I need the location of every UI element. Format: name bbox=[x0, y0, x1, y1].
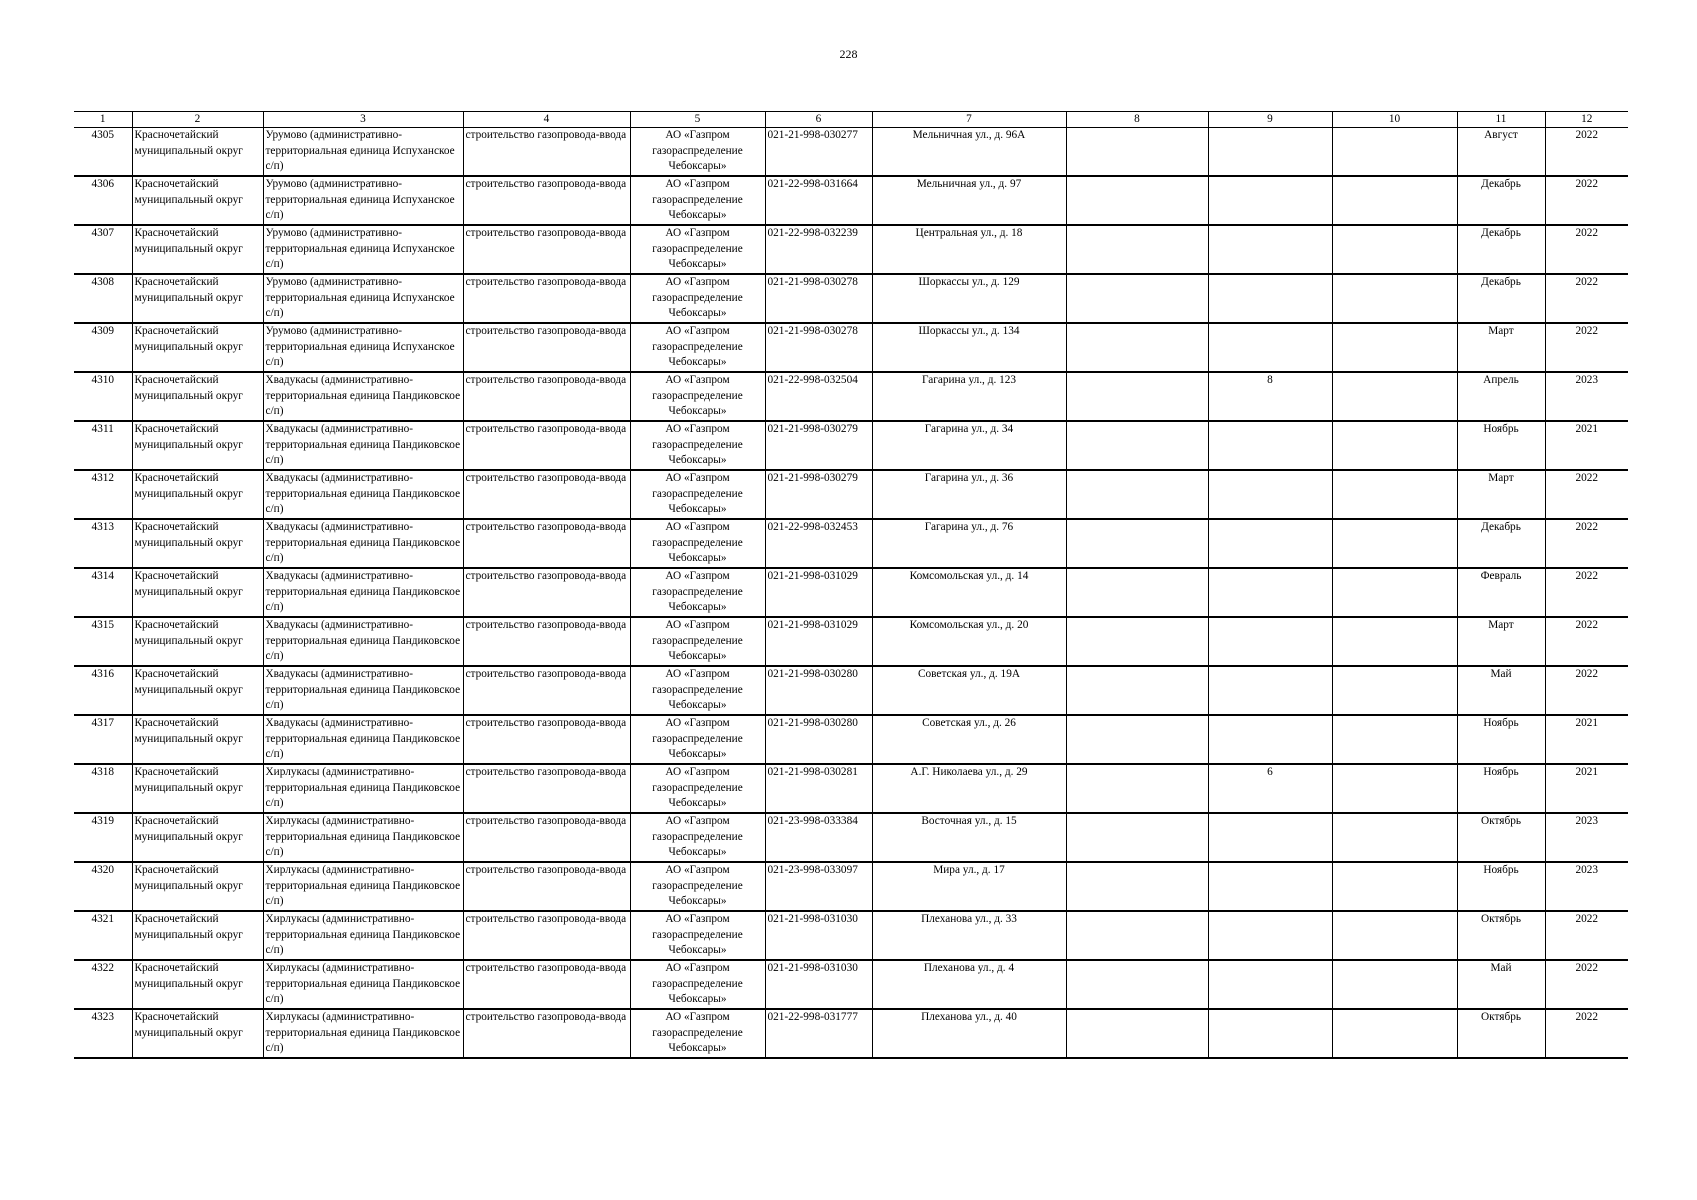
cell-month: Ноябрь bbox=[1457, 421, 1545, 470]
cell-organization: АО «Газпром газораспределение Чебоксары» bbox=[630, 666, 765, 715]
cell-col-9 bbox=[1208, 176, 1332, 225]
cell-registry-number: 021-21-998-030278 bbox=[765, 323, 872, 372]
cell-municipality: Красночетайский муниципальный округ bbox=[132, 960, 263, 1009]
cell-municipality: Красночетайский муниципальный округ bbox=[132, 666, 263, 715]
cell-year: 2022 bbox=[1545, 617, 1628, 666]
table-row bbox=[74, 862, 1628, 911]
cell-settlement: Хвадукасы (административно-территориальная единица Пандиковское с/п) bbox=[263, 715, 463, 764]
cell-work-type: строительство газопровода-ввода bbox=[463, 274, 630, 323]
cell-row-number: 4318 bbox=[74, 764, 132, 813]
cell-address: Восточная ул., д. 15 bbox=[872, 813, 1066, 862]
cell-registry-number: 021-22-998-031777 bbox=[765, 1009, 872, 1058]
cell-col-9 bbox=[1208, 813, 1332, 862]
cell-address: Плеханова ул., д. 33 bbox=[872, 911, 1066, 960]
cell-settlement: Хирлукасы (административно-территориальная единица Пандиковское с/п) bbox=[263, 813, 463, 862]
cell-year: 2022 bbox=[1545, 274, 1628, 323]
cell-work-type: строительство газопровода-ввода bbox=[463, 128, 630, 177]
cell-organization: АО «Газпром газораспределение Чебоксары» bbox=[630, 764, 765, 813]
table-row bbox=[74, 666, 1628, 715]
table-header-row bbox=[74, 112, 1628, 128]
cell-col-9 bbox=[1208, 617, 1332, 666]
cell-month: Декабрь bbox=[1457, 519, 1545, 568]
cell-col-8 bbox=[1066, 617, 1208, 666]
cell-month: Декабрь bbox=[1457, 225, 1545, 274]
cell-work-type: строительство газопровода-ввода bbox=[463, 176, 630, 225]
cell-work-type: строительство газопровода-ввода bbox=[463, 862, 630, 911]
cell-municipality: Красночетайский муниципальный округ bbox=[132, 372, 263, 421]
cell-organization: АО «Газпром газораспределение Чебоксары» bbox=[630, 470, 765, 519]
cell-registry-number: 021-22-998-032239 bbox=[765, 225, 872, 274]
cell-col-8 bbox=[1066, 960, 1208, 1009]
column-header: 8 bbox=[1066, 112, 1208, 128]
cell-col-9 bbox=[1208, 862, 1332, 911]
cell-col-10 bbox=[1332, 372, 1457, 421]
cell-settlement: Хирлукасы (административно-территориальная единица Пандиковское с/п) bbox=[263, 862, 463, 911]
cell-col-8 bbox=[1066, 176, 1208, 225]
cell-col-9 bbox=[1208, 421, 1332, 470]
cell-settlement: Хвадукасы (административно-территориальная единица Пандиковское с/п) bbox=[263, 617, 463, 666]
cell-month: Март bbox=[1457, 470, 1545, 519]
cell-registry-number: 021-21-998-030281 bbox=[765, 764, 872, 813]
cell-col-8 bbox=[1066, 372, 1208, 421]
cell-registry-number: 021-21-998-030279 bbox=[765, 421, 872, 470]
cell-row-number: 4314 bbox=[74, 568, 132, 617]
cell-month: Ноябрь bbox=[1457, 764, 1545, 813]
cell-col-10 bbox=[1332, 176, 1457, 225]
cell-municipality: Красночетайский муниципальный округ bbox=[132, 176, 263, 225]
cell-work-type: строительство газопровода-ввода bbox=[463, 225, 630, 274]
column-header: 5 bbox=[630, 112, 765, 128]
cell-registry-number: 021-21-998-031029 bbox=[765, 617, 872, 666]
cell-row-number: 4321 bbox=[74, 911, 132, 960]
cell-registry-number: 021-21-998-030278 bbox=[765, 274, 872, 323]
cell-col-10 bbox=[1332, 813, 1457, 862]
cell-col-9: 6 bbox=[1208, 764, 1332, 813]
cell-row-number: 4316 bbox=[74, 666, 132, 715]
cell-col-9 bbox=[1208, 715, 1332, 764]
table-row bbox=[74, 372, 1628, 421]
cell-year: 2022 bbox=[1545, 225, 1628, 274]
column-header: 2 bbox=[132, 112, 263, 128]
cell-settlement: Хирлукасы (административно-территориальная единица Пандиковское с/п) bbox=[263, 960, 463, 1009]
cell-municipality: Красночетайский муниципальный округ bbox=[132, 470, 263, 519]
cell-col-9 bbox=[1208, 323, 1332, 372]
cell-year: 2021 bbox=[1545, 421, 1628, 470]
cell-work-type: строительство газопровода-ввода bbox=[463, 715, 630, 764]
column-header: 3 bbox=[263, 112, 463, 128]
cell-col-9 bbox=[1208, 911, 1332, 960]
cell-col-8 bbox=[1066, 421, 1208, 470]
cell-registry-number: 021-21-998-031029 bbox=[765, 568, 872, 617]
table-row bbox=[74, 128, 1628, 177]
cell-col-10 bbox=[1332, 666, 1457, 715]
cell-registry-number: 021-21-998-030280 bbox=[765, 715, 872, 764]
cell-year: 2022 bbox=[1545, 519, 1628, 568]
column-header: 9 bbox=[1208, 112, 1332, 128]
cell-row-number: 4320 bbox=[74, 862, 132, 911]
cell-settlement: Хирлукасы (административно-территориальная единица Пандиковское с/п) bbox=[263, 764, 463, 813]
cell-settlement: Урумово (административно-территориальная единица Испуханское с/п) bbox=[263, 225, 463, 274]
cell-municipality: Красночетайский муниципальный округ bbox=[132, 764, 263, 813]
cell-month: Март bbox=[1457, 323, 1545, 372]
column-header: 1 bbox=[74, 112, 132, 128]
cell-col-9 bbox=[1208, 470, 1332, 519]
table-row bbox=[74, 519, 1628, 568]
cell-year: 2022 bbox=[1545, 176, 1628, 225]
cell-address: Комсомольская ул., д. 14 bbox=[872, 568, 1066, 617]
cell-col-8 bbox=[1066, 568, 1208, 617]
cell-address: Комсомольская ул., д. 20 bbox=[872, 617, 1066, 666]
cell-organization: АО «Газпром газораспределение Чебоксары» bbox=[630, 372, 765, 421]
table-row bbox=[74, 764, 1628, 813]
cell-settlement: Хирлукасы (административно-территориальная единица Пандиковское с/п) bbox=[263, 911, 463, 960]
cell-col-8 bbox=[1066, 715, 1208, 764]
cell-work-type: строительство газопровода-ввода bbox=[463, 1009, 630, 1058]
cell-col-10 bbox=[1332, 274, 1457, 323]
cell-row-number: 4309 bbox=[74, 323, 132, 372]
cell-col-8 bbox=[1066, 128, 1208, 177]
cell-municipality: Красночетайский муниципальный округ bbox=[132, 715, 263, 764]
cell-organization: АО «Газпром газораспределение Чебоксары» bbox=[630, 960, 765, 1009]
cell-row-number: 4317 bbox=[74, 715, 132, 764]
cell-settlement: Урумово (административно-территориальная единица Испуханское с/п) bbox=[263, 128, 463, 177]
page-number: 228 bbox=[839, 47, 858, 61]
table-body bbox=[74, 128, 1628, 1059]
cell-registry-number: 021-21-998-030280 bbox=[765, 666, 872, 715]
cell-year: 2022 bbox=[1545, 568, 1628, 617]
cell-work-type: строительство газопровода-ввода bbox=[463, 421, 630, 470]
cell-address: Советская ул., д. 19А bbox=[872, 666, 1066, 715]
cell-col-10 bbox=[1332, 862, 1457, 911]
cell-col-8 bbox=[1066, 666, 1208, 715]
cell-registry-number: 021-21-998-030279 bbox=[765, 470, 872, 519]
cell-settlement: Хирлукасы (административно-территориальная единица Пандиковское с/п) bbox=[263, 1009, 463, 1058]
cell-work-type: строительство газопровода-ввода bbox=[463, 568, 630, 617]
cell-col-9 bbox=[1208, 519, 1332, 568]
data-table bbox=[74, 111, 1628, 1059]
cell-settlement: Хвадукасы (административно-территориальная единица Пандиковское с/п) bbox=[263, 372, 463, 421]
cell-municipality: Красночетайский муниципальный округ bbox=[132, 813, 263, 862]
cell-year: 2023 bbox=[1545, 862, 1628, 911]
column-header: 12 bbox=[1545, 112, 1628, 128]
cell-row-number: 4315 bbox=[74, 617, 132, 666]
cell-address: Гагарина ул., д. 36 bbox=[872, 470, 1066, 519]
table-row bbox=[74, 274, 1628, 323]
cell-row-number: 4323 bbox=[74, 1009, 132, 1058]
cell-municipality: Красночетайский муниципальный округ bbox=[132, 1009, 263, 1058]
cell-col-8 bbox=[1066, 470, 1208, 519]
cell-col-10 bbox=[1332, 128, 1457, 177]
cell-col-10 bbox=[1332, 568, 1457, 617]
table-row bbox=[74, 323, 1628, 372]
cell-settlement: Хвадукасы (административно-территориальная единица Пандиковское с/п) bbox=[263, 666, 463, 715]
cell-row-number: 4311 bbox=[74, 421, 132, 470]
cell-col-10 bbox=[1332, 470, 1457, 519]
cell-month: Февраль bbox=[1457, 568, 1545, 617]
cell-registry-number: 021-23-998-033384 bbox=[765, 813, 872, 862]
cell-month: Май bbox=[1457, 666, 1545, 715]
cell-settlement: Хвадукасы (административно-территориальная единица Пандиковское с/п) bbox=[263, 421, 463, 470]
cell-col-10 bbox=[1332, 617, 1457, 666]
cell-work-type: строительство газопровода-ввода bbox=[463, 372, 630, 421]
cell-work-type: строительство газопровода-ввода bbox=[463, 470, 630, 519]
cell-month: Май bbox=[1457, 960, 1545, 1009]
cell-row-number: 4307 bbox=[74, 225, 132, 274]
cell-month: Октябрь bbox=[1457, 813, 1545, 862]
cell-address: Гагарина ул., д. 34 bbox=[872, 421, 1066, 470]
cell-col-9 bbox=[1208, 274, 1332, 323]
cell-col-10 bbox=[1332, 764, 1457, 813]
cell-year: 2022 bbox=[1545, 960, 1628, 1009]
cell-organization: АО «Газпром газораспределение Чебоксары» bbox=[630, 617, 765, 666]
cell-organization: АО «Газпром газораспределение Чебоксары» bbox=[630, 176, 765, 225]
cell-row-number: 4308 bbox=[74, 274, 132, 323]
cell-month: Декабрь bbox=[1457, 274, 1545, 323]
cell-col-9 bbox=[1208, 225, 1332, 274]
table-row bbox=[74, 1009, 1628, 1058]
cell-work-type: строительство газопровода-ввода bbox=[463, 764, 630, 813]
cell-municipality: Красночетайский муниципальный округ bbox=[132, 862, 263, 911]
cell-work-type: строительство газопровода-ввода bbox=[463, 911, 630, 960]
cell-month: Март bbox=[1457, 617, 1545, 666]
cell-col-9 bbox=[1208, 960, 1332, 1009]
table-row bbox=[74, 960, 1628, 1009]
cell-work-type: строительство газопровода-ввода bbox=[463, 960, 630, 1009]
cell-work-type: строительство газопровода-ввода bbox=[463, 617, 630, 666]
cell-col-10 bbox=[1332, 960, 1457, 1009]
cell-row-number: 4322 bbox=[74, 960, 132, 1009]
cell-address: Мельничная ул., д. 97 bbox=[872, 176, 1066, 225]
cell-municipality: Красночетайский муниципальный округ bbox=[132, 128, 263, 177]
cell-year: 2023 bbox=[1545, 372, 1628, 421]
cell-address: Плеханова ул., д. 40 bbox=[872, 1009, 1066, 1058]
cell-col-8 bbox=[1066, 225, 1208, 274]
column-header: 11 bbox=[1457, 112, 1545, 128]
cell-settlement: Урумово (административно-территориальная единица Испуханское с/п) bbox=[263, 323, 463, 372]
cell-year: 2022 bbox=[1545, 911, 1628, 960]
cell-address: Мельничная ул., д. 96А bbox=[872, 128, 1066, 177]
table-row bbox=[74, 568, 1628, 617]
cell-settlement: Хвадукасы (административно-территориальная единица Пандиковское с/п) bbox=[263, 568, 463, 617]
cell-organization: АО «Газпром газораспределение Чебоксары» bbox=[630, 715, 765, 764]
table-row bbox=[74, 617, 1628, 666]
cell-month: Август bbox=[1457, 128, 1545, 177]
cell-registry-number: 021-22-998-031664 bbox=[765, 176, 872, 225]
cell-organization: АО «Газпром газораспределение Чебоксары» bbox=[630, 862, 765, 911]
cell-month: Апрель bbox=[1457, 372, 1545, 421]
cell-address: Шоркассы ул., д. 134 bbox=[872, 323, 1066, 372]
cell-year: 2022 bbox=[1545, 666, 1628, 715]
cell-month: Ноябрь bbox=[1457, 715, 1545, 764]
cell-row-number: 4313 bbox=[74, 519, 132, 568]
column-header: 7 bbox=[872, 112, 1066, 128]
cell-registry-number: 021-22-998-032504 bbox=[765, 372, 872, 421]
cell-year: 2023 bbox=[1545, 813, 1628, 862]
cell-organization: АО «Газпром газораспределение Чебоксары» bbox=[630, 568, 765, 617]
cell-col-8 bbox=[1066, 764, 1208, 813]
cell-work-type: строительство газопровода-ввода bbox=[463, 813, 630, 862]
cell-year: 2022 bbox=[1545, 470, 1628, 519]
cell-col-10 bbox=[1332, 911, 1457, 960]
cell-work-type: строительство газопровода-ввода bbox=[463, 323, 630, 372]
cell-organization: АО «Газпром газораспределение Чебоксары» bbox=[630, 421, 765, 470]
cell-municipality: Красночетайский муниципальный округ bbox=[132, 225, 263, 274]
cell-municipality: Красночетайский муниципальный округ bbox=[132, 421, 263, 470]
cell-municipality: Красночетайский муниципальный округ bbox=[132, 911, 263, 960]
cell-col-8 bbox=[1066, 519, 1208, 568]
cell-col-8 bbox=[1066, 274, 1208, 323]
cell-year: 2022 bbox=[1545, 128, 1628, 177]
cell-organization: АО «Газпром газораспределение Чебоксары» bbox=[630, 911, 765, 960]
cell-organization: АО «Газпром газораспределение Чебоксары» bbox=[630, 323, 765, 372]
cell-municipality: Красночетайский муниципальный округ bbox=[132, 323, 263, 372]
cell-col-10 bbox=[1332, 519, 1457, 568]
cell-col-10 bbox=[1332, 715, 1457, 764]
cell-organization: АО «Газпром газораспределение Чебоксары» bbox=[630, 128, 765, 177]
cell-address: Шоркассы ул., д. 129 bbox=[872, 274, 1066, 323]
cell-row-number: 4305 bbox=[74, 128, 132, 177]
cell-address: Центральная ул., д. 18 bbox=[872, 225, 1066, 274]
cell-work-type: строительство газопровода-ввода bbox=[463, 666, 630, 715]
cell-col-10 bbox=[1332, 1009, 1457, 1058]
cell-address: А.Г. Николаева ул., д. 29 bbox=[872, 764, 1066, 813]
cell-municipality: Красночетайский муниципальный округ bbox=[132, 274, 263, 323]
cell-col-8 bbox=[1066, 911, 1208, 960]
cell-col-10 bbox=[1332, 225, 1457, 274]
cell-col-9: 8 bbox=[1208, 372, 1332, 421]
column-header: 10 bbox=[1332, 112, 1457, 128]
cell-organization: АО «Газпром газораспределение Чебоксары» bbox=[630, 813, 765, 862]
cell-row-number: 4310 bbox=[74, 372, 132, 421]
table-row bbox=[74, 715, 1628, 764]
cell-month: Декабрь bbox=[1457, 176, 1545, 225]
cell-municipality: Красночетайский муниципальный округ bbox=[132, 568, 263, 617]
cell-registry-number: 021-21-998-031030 bbox=[765, 960, 872, 1009]
cell-row-number: 4306 bbox=[74, 176, 132, 225]
cell-registry-number: 021-23-998-033097 bbox=[765, 862, 872, 911]
cell-col-8 bbox=[1066, 862, 1208, 911]
cell-year: 2021 bbox=[1545, 764, 1628, 813]
cell-col-8 bbox=[1066, 1009, 1208, 1058]
cell-settlement: Хвадукасы (административно-территориальная единица Пандиковское с/п) bbox=[263, 519, 463, 568]
cell-year: 2022 bbox=[1545, 323, 1628, 372]
cell-row-number: 4312 bbox=[74, 470, 132, 519]
cell-organization: АО «Газпром газораспределение Чебоксары» bbox=[630, 225, 765, 274]
cell-col-9 bbox=[1208, 666, 1332, 715]
cell-row-number: 4319 bbox=[74, 813, 132, 862]
cell-year: 2022 bbox=[1545, 1009, 1628, 1058]
cell-settlement: Урумово (административно-территориальная единица Испуханское с/п) bbox=[263, 274, 463, 323]
cell-settlement: Урумово (административно-территориальная единица Испуханское с/п) bbox=[263, 176, 463, 225]
table-row bbox=[74, 421, 1628, 470]
cell-work-type: строительство газопровода-ввода bbox=[463, 519, 630, 568]
cell-municipality: Красночетайский муниципальный округ bbox=[132, 617, 263, 666]
cell-address: Советская ул., д. 26 bbox=[872, 715, 1066, 764]
cell-address: Гагарина ул., д. 123 bbox=[872, 372, 1066, 421]
cell-year: 2021 bbox=[1545, 715, 1628, 764]
cell-registry-number: 021-21-998-031030 bbox=[765, 911, 872, 960]
cell-month: Ноябрь bbox=[1457, 862, 1545, 911]
cell-organization: АО «Газпром газораспределение Чебоксары» bbox=[630, 274, 765, 323]
cell-municipality: Красночетайский муниципальный округ bbox=[132, 519, 263, 568]
cell-month: Октябрь bbox=[1457, 911, 1545, 960]
cell-organization: АО «Газпром газораспределение Чебоксары» bbox=[630, 1009, 765, 1058]
cell-col-9 bbox=[1208, 568, 1332, 617]
cell-registry-number: 021-22-998-032453 bbox=[765, 519, 872, 568]
column-header: 6 bbox=[765, 112, 872, 128]
cell-address: Мира ул., д. 17 bbox=[872, 862, 1066, 911]
cell-registry-number: 021-21-998-030277 bbox=[765, 128, 872, 177]
cell-col-9 bbox=[1208, 128, 1332, 177]
cell-address: Гагарина ул., д. 76 bbox=[872, 519, 1066, 568]
cell-col-8 bbox=[1066, 813, 1208, 862]
table-row bbox=[74, 225, 1628, 274]
cell-col-8 bbox=[1066, 323, 1208, 372]
cell-address: Плеханова ул., д. 4 bbox=[872, 960, 1066, 1009]
table-row bbox=[74, 176, 1628, 225]
cell-col-9 bbox=[1208, 1009, 1332, 1058]
cell-organization: АО «Газпром газораспределение Чебоксары» bbox=[630, 519, 765, 568]
table-row bbox=[74, 911, 1628, 960]
cell-col-10 bbox=[1332, 323, 1457, 372]
table-row bbox=[74, 470, 1628, 519]
cell-settlement: Хвадукасы (административно-территориальная единица Пандиковское с/п) bbox=[263, 470, 463, 519]
cell-col-10 bbox=[1332, 421, 1457, 470]
table-row bbox=[74, 813, 1628, 862]
cell-month: Октябрь bbox=[1457, 1009, 1545, 1058]
column-header: 4 bbox=[463, 112, 630, 128]
